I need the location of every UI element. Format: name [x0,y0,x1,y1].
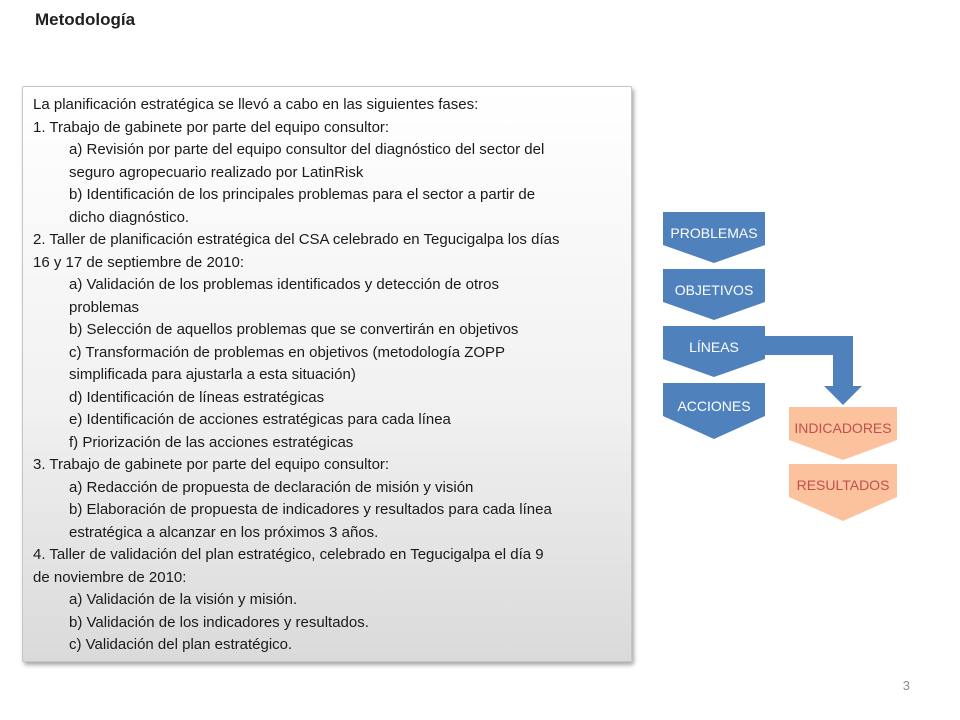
step-label-indicadores: INDICADORES [794,420,892,436]
text-line: 2. Taller de planificación estratégica del CSA celebrado en Tegucigalpa los días [33,231,560,248]
page-number: 3 [902,678,910,693]
text-line: a) Redacción de propuesta de declaración de misión y visión [69,478,474,496]
bent-arrow [765,336,862,405]
text-line: b) Validación de los indicadores y resultados. [69,613,369,631]
text-line: f) Priorización de las acciones estratégicas [69,433,354,451]
text-line: estratégica a alcanzar en los próximos 3 años. [69,523,379,541]
text-line: c) Transformación de problemas en objetivos (metodología ZOPP [69,343,506,361]
text-line: 16 y 17 de septiembre de 2010: [33,253,244,271]
text-line: La planificación estratégica se llevó a cabo en las siguientes fases: [33,96,479,113]
step-label-problemas: PROBLEMAS [670,225,758,241]
step-label-lineas: LÍNEAS [689,339,739,355]
text-line: e) Identificación de acciones estratégicas para cada línea [69,411,451,428]
text-line: seguro agropecuario realizado por LatinRisk [69,163,364,181]
step-label-resultados: RESULTADOS [796,477,890,493]
text-line: d) Identificación de líneas estratégicas [69,388,325,406]
text-line: a) Revisión por parte del equipo consultor del diagnóstico del sector del [69,141,545,158]
step-label-objetivos: OBJETIVOS [674,282,754,298]
text-line: b) Elaboración de propuesta de indicadores y resultados para cada línea [69,501,552,518]
text-line: a) Validación de la visión y misión. [69,591,298,608]
text-line: dicho diagnóstico. [69,208,190,226]
text-line: a) Validación de los problemas identificados y detección de otros [69,276,499,293]
text-line: problemas [69,298,140,316]
text-line: 3. Trabajo de gabinete por parte del equipo consultor: [33,456,390,473]
slide-title: Metodología [35,10,136,29]
text-line: b) Identificación de los principales problemas para el sector a partir de [69,186,536,203]
text-line: c) Validación del plan estratégico. [69,636,293,653]
text-line: 1. Trabajo de gabinete por parte del equipo consultor: [33,118,390,136]
text-line: 4. Taller de validación del plan estratégico, celebrado en Tegucigalpa el día 9 [33,546,544,563]
text-line: de noviembre de 2010: [33,568,187,586]
step-label-acciones: ACCIONES [677,398,751,414]
text-line: simplificada para ajustarla a esta situación) [69,366,356,383]
text-line: b) Selección de aquellos problemas que se convertirán en objetivos [69,321,519,338]
